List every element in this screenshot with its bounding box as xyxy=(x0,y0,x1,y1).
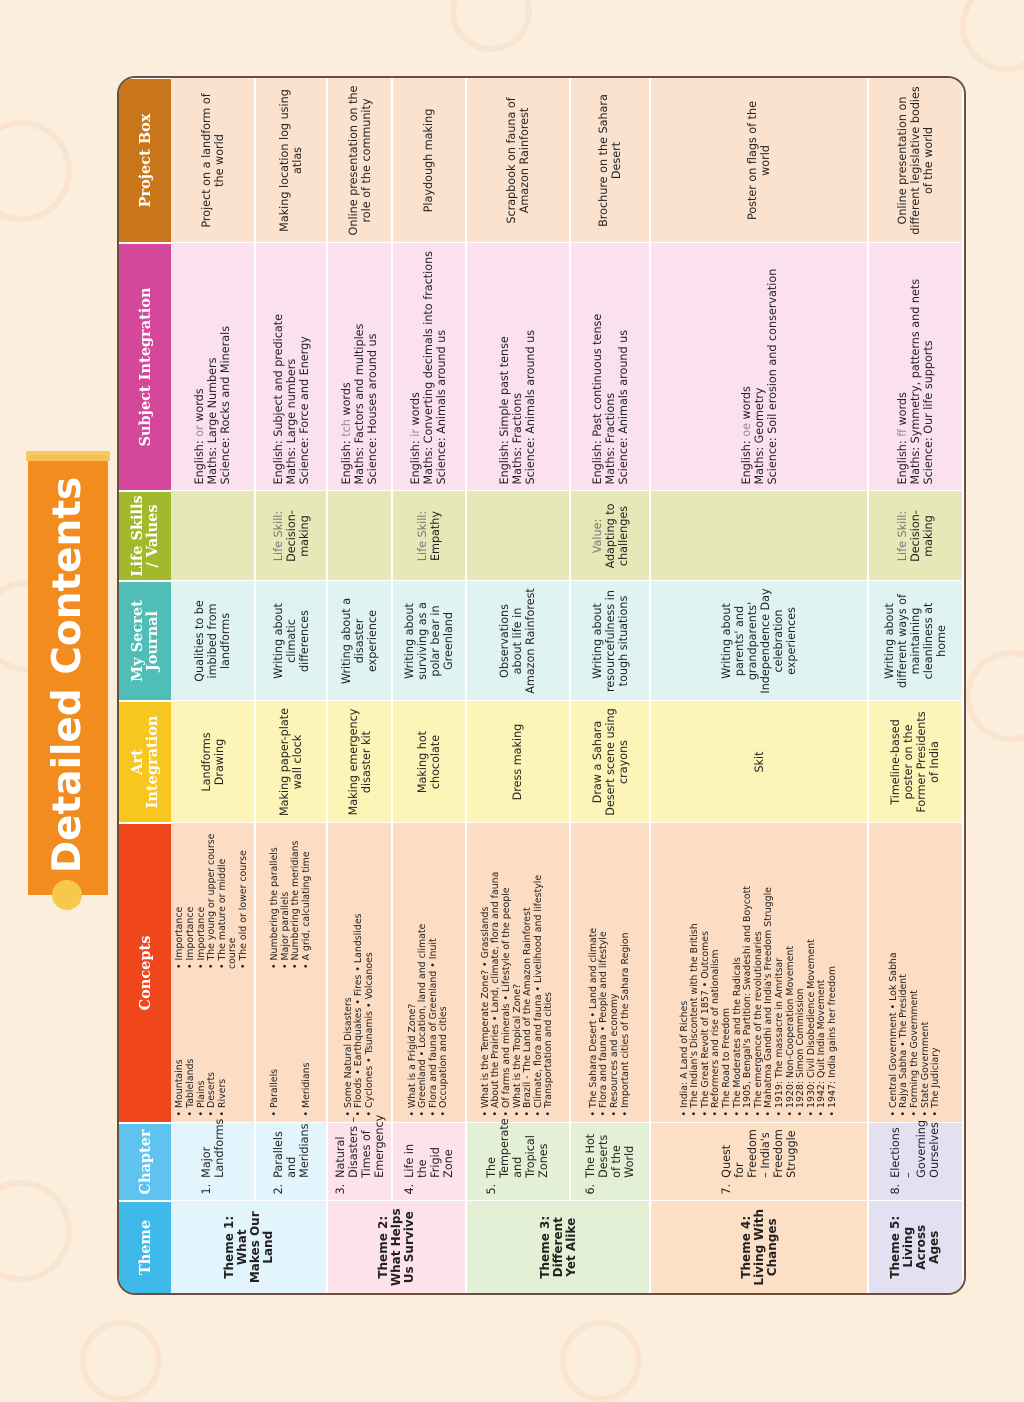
subject-integration-cell xyxy=(466,243,570,491)
subject-integration-cell xyxy=(570,243,651,491)
concept-text: The old or lower course xyxy=(237,850,249,961)
concepts-cell xyxy=(650,823,867,1123)
project-box-cell: Online presentation on different legislative bodies of the world xyxy=(868,78,963,243)
concept-text: What is the Tropical Zone? xyxy=(511,983,523,1108)
chapter-name: The Hot Deserts of the World xyxy=(584,1133,636,1178)
art-integration-cell: Timeline-based poster on the Former Presidents of India xyxy=(868,701,963,823)
subject-line: English: Past continuous tense xyxy=(590,313,604,485)
concept-item: • Forming the Government xyxy=(909,990,921,1117)
subject-integration-cell xyxy=(327,243,391,491)
concept-text: Occupation and cities xyxy=(438,1006,450,1108)
secret-journal-cell: Writing about surviving as a polar bear in Greenland xyxy=(392,581,467,701)
concepts-columns xyxy=(175,830,249,1117)
concept-text: Some Natural Disasters xyxy=(342,997,354,1108)
concept-item: • Meridians xyxy=(300,1062,312,1117)
art-integration-cell: Dress making xyxy=(466,701,570,823)
concept-text: Transportation and cities xyxy=(543,992,555,1108)
page-title: Detailed Contents xyxy=(45,476,90,874)
concept-text: A grid, calculating time xyxy=(300,851,312,961)
concept-item: • The Road to Freedom xyxy=(720,1007,732,1117)
table-row xyxy=(392,78,467,1293)
secret-journal-cell: Observations about life in Amazon Rainforest xyxy=(466,581,570,701)
chapter-cell xyxy=(868,1120,963,1201)
life-skill-value: Empathy xyxy=(428,510,442,562)
concept-item: • The Moderates and the Radicals xyxy=(731,957,743,1117)
secret-journal-cell: Writing about different ways of maintaining cleanliness at home xyxy=(868,581,963,701)
concept-item: • The Sahara Desert • Land and climate xyxy=(587,927,599,1117)
life-skills-cell xyxy=(255,491,327,581)
concept-item: • Important cities of the Sahara Region xyxy=(619,932,631,1117)
background-swirl xyxy=(450,0,532,52)
table-row xyxy=(570,78,651,1293)
concept-text: The Judiciary xyxy=(930,1047,942,1108)
chapter-cell xyxy=(255,1123,327,1201)
concepts-column xyxy=(175,830,249,970)
table-row xyxy=(171,78,255,1293)
concepts-cell xyxy=(171,823,255,1123)
concept-text: Cyclones • Tsunamis • Volcanoes xyxy=(363,952,375,1108)
concept-text: Resources and economy xyxy=(609,993,620,1108)
concept-item: • The emergence of the revolutionaries xyxy=(752,931,764,1117)
secret-journal-cell: Writing about climatic differences xyxy=(255,581,327,701)
concept-item: • Rajya Sabha • The President xyxy=(898,974,910,1117)
concept-item: • Central Government • Lok Sabha xyxy=(887,952,899,1117)
project-box-cell: Project on a landform of the world xyxy=(171,78,255,243)
art-integration-cell: Skit xyxy=(650,701,867,823)
chapter xyxy=(584,1130,636,1195)
chapter-name: Major Landforms xyxy=(199,1118,226,1178)
theme-cell: Theme 2: What Helps Us Survive xyxy=(327,1201,466,1293)
concepts-cell xyxy=(466,823,570,1123)
subject-line: Maths: Fractions xyxy=(511,392,525,485)
chapter-number: 3. xyxy=(333,1183,347,1195)
concept-text: 1947: India gains her freedom xyxy=(826,966,838,1108)
concept-text: The Road to Freedom xyxy=(720,1007,732,1108)
concept-item xyxy=(281,977,292,1117)
concept-item: • The Judiciary xyxy=(930,1047,942,1117)
concept-text: State Government xyxy=(919,1021,931,1108)
life-skills-cell xyxy=(868,491,963,581)
concept-text: The Indian's Discontent with the British xyxy=(689,923,701,1108)
background-swirl xyxy=(0,1180,72,1282)
concept-item: • Occupation and cities xyxy=(438,1006,450,1117)
chapter-name: Elections – Governing Ourselves xyxy=(889,1120,942,1178)
subject-integration-cell xyxy=(650,243,867,491)
project-box-cell: Making location log using atlas xyxy=(255,78,327,243)
concept-text: Climate, flora and fauna • Livelihood and lifestyle xyxy=(532,874,544,1108)
life-skill-value: Decision-making xyxy=(284,510,311,562)
subject-line: Science: Animals around us xyxy=(524,329,538,485)
concept-text: 1919: The massacre in Amritsar xyxy=(773,957,785,1108)
chapter-number: 7. xyxy=(720,1183,734,1195)
life-skill-value: Adapting to challenges xyxy=(603,503,630,569)
concept-item: • A grid, calculating time xyxy=(300,851,312,969)
concept-text: Of farms and minerals • Lifestyle of the people xyxy=(501,887,512,1108)
project-box-cell: Playdough making xyxy=(392,78,467,243)
subject-line: Science: Animals around us xyxy=(435,329,449,485)
project-box-cell: Poster on flags of the world xyxy=(650,78,867,243)
chapter-name: Quest for Freedom – India's Freedom Struggle xyxy=(720,1129,799,1178)
concept-text: The mature or middle course xyxy=(216,858,239,969)
chapter-cell xyxy=(171,1118,255,1201)
title-banner xyxy=(28,455,108,895)
phonics-highlight: ir xyxy=(409,429,423,437)
subject-text: English: xyxy=(193,436,206,485)
chapter-name: Natural Disasters – Times of Emergency xyxy=(333,1114,386,1178)
subject-line: Maths: Symmetry, patterns and nets xyxy=(908,278,922,485)
concepts-columns xyxy=(270,830,312,1117)
chapter xyxy=(403,1130,455,1195)
concepts-cell xyxy=(868,823,963,1123)
chapter-number: 2. xyxy=(271,1183,285,1195)
life-skills-cell xyxy=(327,491,391,581)
theme-cell: Theme 3: Different Yet Alike xyxy=(466,1201,650,1293)
project-box-cell: Scrapbook on fauna of Amazon Rainforest xyxy=(466,78,570,243)
concept-text: Numbering the parallels xyxy=(269,847,281,961)
theme-cell: Theme 1: What Makes Our Land xyxy=(171,1201,327,1293)
art-integration-cell: Landforms Drawing xyxy=(171,701,255,823)
concept-item: • Transportation and cities xyxy=(543,992,555,1117)
concept-item: • Importance xyxy=(185,906,197,969)
contents-table xyxy=(119,77,964,1293)
concepts-column xyxy=(270,977,312,1117)
chapter xyxy=(199,1118,226,1195)
concept-text: Central Government • Lok Sabha xyxy=(887,952,899,1108)
concept-text: Mountains xyxy=(174,1059,186,1108)
header-theme: Theme xyxy=(119,1201,171,1293)
theme-cell: Theme 5: Living Across Ages xyxy=(868,1201,963,1293)
subject-text: English: xyxy=(340,436,354,485)
concept-text: Rajya Sabha • The President xyxy=(898,974,910,1108)
concepts-cell xyxy=(255,823,327,1123)
concepts-cell xyxy=(570,823,651,1123)
life-skills-cell xyxy=(570,491,651,581)
concept-text: Major parallels xyxy=(279,891,291,961)
art-integration-cell: Making hot chocolate xyxy=(392,701,467,823)
concept-text: Mahatma Gandhi and India's Freedom Struggle xyxy=(763,887,775,1108)
subject-line xyxy=(896,250,909,485)
concept-text: Reformers and rise of nationalism xyxy=(710,949,722,1108)
concept-item: • 1905, Bengal's Partition: Swadeshi and Boycott xyxy=(742,886,754,1117)
subject-text: English: xyxy=(409,436,423,485)
phonics-highlight: tch xyxy=(340,419,354,437)
concept-text: 1920: Non-Cooperation Movement xyxy=(784,945,796,1108)
concept-text: Flora and fauna • People and lifestyle xyxy=(598,931,610,1108)
chapter xyxy=(889,1120,942,1195)
concept-text: India: A Land of Riches xyxy=(678,1000,690,1108)
chapter xyxy=(271,1123,311,1195)
concept-item: • The young or upper course xyxy=(206,833,218,969)
subject-line: Science: Soil erosion and conservation xyxy=(765,268,779,485)
concept-item: • About the Prairies • Land, climate, flora and fauna xyxy=(490,871,502,1117)
header-chapter: Chapter xyxy=(119,1123,171,1201)
subject-line: Science: Force and Energy xyxy=(297,336,311,485)
concept-text: About the Prairies • Land, climate, flora and fauna xyxy=(490,871,502,1108)
table-row xyxy=(650,78,867,1293)
subject-text: words xyxy=(340,382,354,420)
subject-line: Maths: Factors and multiples xyxy=(353,323,367,485)
concept-text: Greenland • Location, land and climate xyxy=(417,923,429,1108)
life-skills-cell xyxy=(171,491,255,581)
concept-text: The Great Revolt of 1857 • Outcomes xyxy=(699,931,711,1108)
concept-item: • What is the Tropical Zone? xyxy=(511,983,523,1117)
concept-item: • 1947: India gains her freedom xyxy=(826,966,838,1117)
concept-item: • Rivers xyxy=(216,1078,228,1117)
life-skill-value: Decision-making xyxy=(908,510,935,562)
concept-text: 1928: Simon Commission xyxy=(795,988,807,1108)
concept-item: • Resources and economy xyxy=(609,993,620,1117)
subject-integration-cell xyxy=(255,243,327,491)
background-swirl xyxy=(0,120,72,222)
concept-item: • India: A Land of Riches xyxy=(678,1000,690,1117)
concept-item: • Parallels xyxy=(269,1068,281,1117)
chapter-number: 5. xyxy=(485,1183,499,1195)
concept-item: • Mountains xyxy=(174,1059,186,1117)
concept-text: Important cities of the Sahara Region xyxy=(619,932,631,1108)
concept-item: • Numbering the parallels xyxy=(269,847,281,969)
subject-line: Science: Rocks and Minerals xyxy=(219,325,232,485)
subject-line: Science: Animals around us xyxy=(616,329,630,485)
concept-item: • The Great Revolt of 1857 • Outcomes xyxy=(699,931,711,1117)
subject-line xyxy=(193,250,206,485)
concept-item: • Major parallels xyxy=(279,891,291,969)
chapter-cell xyxy=(466,1118,570,1201)
chapter-cell xyxy=(650,1123,867,1201)
life-skill-label: Value: xyxy=(590,518,604,554)
concept-text: Numbering the meridians xyxy=(290,840,302,961)
subject-line: Maths: Geometry xyxy=(752,387,766,485)
concept-item: • 1919: The massacre in Amritsar xyxy=(773,957,785,1117)
table-row xyxy=(255,78,327,1293)
subject-integration-cell xyxy=(392,243,467,491)
concept-text: The Moderates and the Radicals xyxy=(731,957,743,1108)
chapter-cell xyxy=(392,1123,467,1201)
phonics-highlight: ff xyxy=(895,429,909,437)
subject-line xyxy=(340,250,353,485)
concept-item: • What is a Frigid Zone? xyxy=(406,1003,418,1117)
concept-item: • Of farms and minerals • Lifestyle of the people xyxy=(501,887,512,1117)
concept-item: • Importance xyxy=(195,906,207,969)
subject-line: Maths: Fractions xyxy=(603,392,617,485)
art-integration-cell: Making paper-plate wall clock xyxy=(255,701,327,823)
chapter-cell xyxy=(327,1114,391,1201)
life-skill-label: Life Skill: xyxy=(415,510,429,562)
header-subject-integration: Subject Integration xyxy=(119,243,171,491)
concept-item: • Climate, flora and fauna • Livelihood and lifestyle xyxy=(532,874,544,1117)
concept-text: Flora and fauna of Greenland • Inuit xyxy=(427,938,439,1108)
project-box-cell: Brochure on the Sahara Desert xyxy=(570,78,651,243)
life-skills-cell xyxy=(466,491,570,581)
concept-text: Deserts xyxy=(206,1071,218,1108)
concept-item: • Mahatma Gandhi and India's Freedom Struggle xyxy=(763,887,775,1117)
subject-line: Science: Houses around us xyxy=(366,333,380,485)
concept-item: • Importance xyxy=(174,906,186,969)
chapter xyxy=(720,1130,798,1195)
subject-line: English: Simple past tense xyxy=(498,336,512,485)
secret-journal-cell: Writing about a disaster experience xyxy=(327,581,391,701)
subject-line: Maths: Converting decimals into fractions xyxy=(422,250,436,485)
concept-item: • 1920: Non-Cooperation Movement xyxy=(784,945,796,1117)
header-art-integration: Art Integration xyxy=(119,701,171,823)
concept-text: Importance xyxy=(174,906,186,961)
concept-text: The young or upper course xyxy=(206,833,218,961)
chapter xyxy=(485,1118,551,1195)
concept-text: Floods • Earthquakes • Fires • Landslides xyxy=(353,913,365,1108)
concept-text: What is the Temperate Zone? • Grasslands xyxy=(479,906,491,1108)
chapter-name: The Temperate and Tropical Zones xyxy=(485,1118,551,1178)
background-swirl xyxy=(965,650,1024,742)
concept-item: • 1930: Civil Disobedience Movement xyxy=(805,939,817,1117)
concepts-column xyxy=(175,977,249,1117)
concepts-cell xyxy=(392,823,467,1123)
concept-item: • What is the Temperate Zone? • Grasslands xyxy=(479,906,491,1117)
background-swirl xyxy=(80,1320,162,1402)
subject-line xyxy=(740,250,753,485)
background-swirl xyxy=(960,0,1024,72)
subject-line: Maths: Large numbers xyxy=(284,358,298,485)
life-skills-cell xyxy=(392,491,467,581)
concept-text: Parallels xyxy=(269,1068,281,1108)
chapter-name: Parallels and Meridians xyxy=(271,1123,311,1178)
subject-integration-cell xyxy=(171,243,255,491)
art-integration-cell: Draw a Sahara Desert scene using crayons xyxy=(570,701,651,823)
concept-text: Meridians xyxy=(300,1062,312,1108)
life-skills-cell xyxy=(650,491,867,581)
subject-line xyxy=(409,250,422,485)
project-box-cell: Online presentation on the role of the community xyxy=(327,78,391,243)
subject-line: Science: Our life supports xyxy=(921,340,935,485)
subject-text: English: xyxy=(895,436,909,485)
concept-text: 1930: Civil Disobedience Movement xyxy=(805,939,817,1108)
subject-text: words xyxy=(193,388,206,426)
background-swirl xyxy=(560,1320,642,1402)
concept-text: The Sahara Desert • Land and climate xyxy=(587,927,599,1108)
secret-journal-cell: Writing about resourcefulness in tough situations xyxy=(570,581,651,701)
secret-journal-cell: Writing about parents' and grandparents' Independence Day celebration experiences xyxy=(650,581,867,701)
concept-item: • Plains xyxy=(195,1080,207,1117)
subject-text: words xyxy=(739,386,753,424)
concept-item: • Flora and fauna of Greenland • Inuit xyxy=(427,938,439,1117)
concept-item: • 1928: Simon Commission xyxy=(795,988,807,1117)
phonics-highlight: oe xyxy=(739,423,753,437)
concept-text: Importance xyxy=(185,906,197,961)
header-project-box: Project Box xyxy=(119,78,171,243)
subject-text: words xyxy=(895,392,909,430)
chapter-number: 4. xyxy=(402,1183,416,1195)
concept-item: • Reformers and rise of nationalism xyxy=(710,949,722,1117)
concept-item: • Numbering the meridians xyxy=(290,840,302,969)
chapter-cell xyxy=(570,1123,651,1201)
concept-item: • Some Natural Disasters xyxy=(342,997,354,1117)
concept-item: • The Indian's Discontent with the British xyxy=(689,923,701,1117)
subject-integration-cell xyxy=(868,243,963,491)
life-skill-label: Life Skill: xyxy=(271,510,285,562)
subject-line: English: Subject and predicate xyxy=(271,313,285,485)
concept-item: • Floods • Earthquakes • Fires • Landslides xyxy=(353,913,365,1117)
secret-journal-cell: Qualities to be imbibed from landforms xyxy=(171,581,255,701)
art-integration-cell: Making emergency disaster kit xyxy=(327,701,391,823)
concept-item: • Tablelands xyxy=(185,1058,197,1117)
concept-item: • Brazil - The Land of the Amazon Rainforest xyxy=(522,907,534,1117)
phonics-highlight: or xyxy=(193,425,206,437)
table-row xyxy=(466,78,570,1293)
subject-text: words xyxy=(409,392,423,430)
concept-item: • The mature or middle course xyxy=(216,858,239,969)
theme-cell: Theme 4: Living With Changes xyxy=(650,1201,867,1293)
banner-dot xyxy=(52,880,82,910)
concept-text: The emergence of the revolutionaries xyxy=(752,931,764,1108)
subject-line: Maths: Large Numbers xyxy=(206,357,219,485)
header-life-skills-values: Life Skills / Values xyxy=(119,491,171,581)
table-row xyxy=(327,78,391,1293)
life-skill-label: Life Skill: xyxy=(895,510,909,562)
chapter-number: 6. xyxy=(584,1183,597,1195)
concept-text: 1942: Quit India Movement xyxy=(816,979,828,1108)
contents-table-frame xyxy=(117,76,966,1295)
concept-item: • 1942: Quit India Movement xyxy=(816,979,828,1117)
concept-text: Plains xyxy=(195,1080,207,1108)
chapter-number: 8. xyxy=(889,1183,903,1195)
concept-text: Rivers xyxy=(216,1078,228,1108)
concept-text: What is a Frigid Zone? xyxy=(406,1003,418,1108)
concept-item: • Deserts xyxy=(206,1071,218,1117)
concept-text: 1905, Bengal's Partition: Swadeshi and Boycott xyxy=(742,886,754,1108)
concept-text: Importance xyxy=(195,906,207,961)
subject-text: English: xyxy=(739,436,753,485)
header-my-secret-journal: My Secret Journal xyxy=(119,581,171,701)
concept-item: • Cyclones • Tsunamis • Volcanoes xyxy=(363,952,375,1117)
chapter-number: 1. xyxy=(199,1183,213,1195)
table-row xyxy=(868,78,963,1293)
header-concepts: Concepts xyxy=(119,823,171,1123)
chapter xyxy=(333,1114,386,1195)
concept-item: • Greenland • Location, land and climate xyxy=(417,923,429,1117)
concept-item: • The old or lower course xyxy=(237,850,249,969)
concept-text: Brazil - The Land of the Amazon Rainforest xyxy=(522,907,534,1108)
concept-text: Tablelands xyxy=(185,1058,197,1108)
concepts-column xyxy=(270,830,312,970)
concept-item: • State Government xyxy=(919,1021,931,1117)
concept-item: • Flora and fauna • People and lifestyle xyxy=(598,931,610,1117)
concept-text: Forming the Government xyxy=(909,990,921,1108)
concepts-cell xyxy=(327,823,391,1123)
chapter-name: Life in the Frigid Zone xyxy=(402,1143,455,1178)
